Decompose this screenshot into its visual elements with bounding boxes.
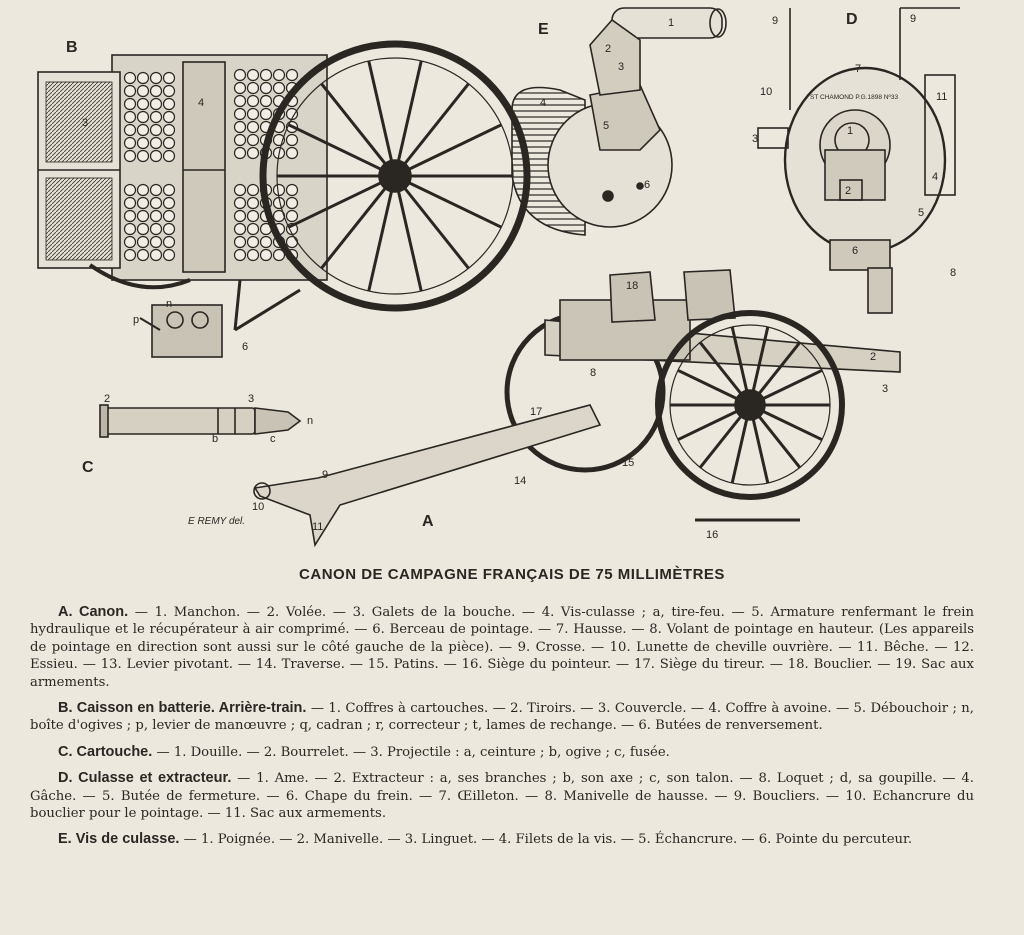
legend-head-d: D. Culasse et extracteur. [58, 770, 232, 787]
engraver-signature: E REMY del. [188, 516, 246, 527]
callout-d-6: 6 [852, 245, 859, 257]
callout-d-9b: 9 [910, 13, 917, 25]
callout-b-6: 6 [242, 341, 249, 353]
callout-a-18: 18 [626, 280, 639, 292]
callout-d-2: 2 [845, 185, 852, 197]
callout-a-14: 15 [622, 457, 635, 469]
callout-a-10: 10 [252, 501, 265, 513]
legend-body-d: — 1. Ame. — 2. Extracteur : a, ses branches ; b, son axe ; c, son talon. — 8. Loquet ; d, sa goupille. — 4. Gâche. — 5. Butée de fermeture. — 6. Chape du frein. — 7. Œilleton. — 8. Manivelle de hausse. — 9. Boucliers. — 10. Echancrure du bouclier pour le pointage. — 11. Sac aux armements. [30, 771, 974, 822]
callout-d-8: 8 [950, 267, 957, 279]
callout-e-6: 6 [644, 179, 651, 191]
legend-entry-a [30, 604, 974, 691]
callout-c-b: c [270, 433, 276, 445]
callout-c-a: b [212, 433, 219, 445]
callout-b-4: 4 [198, 97, 205, 109]
legend-body-c: — 1. Douille. — 2. Bourrelet. — 3. Projectile : a, ceinture ; b, ogive ; c, fusée. [152, 744, 670, 760]
callout-a-11: 11 [312, 521, 324, 533]
breech-plate-inscription: ST CHAMOND P.G.1898 Nº33 [810, 94, 899, 101]
callout-d-10: 10 [760, 86, 773, 98]
label-e: E [538, 21, 549, 38]
callout-c-c: n [307, 415, 314, 427]
callout-a-3: 3 [882, 383, 889, 395]
figure-e-breech-screw [512, 8, 726, 235]
legend-entry-e [30, 831, 974, 848]
callout-e-4: 4 [540, 97, 547, 109]
legend-body-e: — 1. Poignée. — 2. Manivelle. — 3. Linguet. — 4. Filets de la vis. — 5. Échancrure. — 6. Pointe du percuteur. [179, 832, 913, 848]
legend-entry-d [30, 770, 974, 822]
callout-e-3: 3 [618, 61, 625, 73]
legend-body-b: — 1. Coffres à cartouches. — 2. Tiroirs. — 3. Couvercle. — 4. Coffre à avoine. — 5. Débouchoir ; n, boîte d'ogives ; p, levier de manœuvre ; q, cadran ; r, correcteur ; t, lames de rechange. — 6. Butées de renversement. [30, 701, 974, 734]
callout-b-p: p [133, 314, 140, 326]
label-c: C [82, 459, 94, 476]
label-a: A [422, 513, 434, 530]
legend-body-a: — 1. Manchon. — 2. Volée. — 3. Galets de la bouche. — 4. Vis-culasse ; a, tire-feu. — 5. Armature renfermant le frein hydraulique et le récupérateur à air comprimé. — 6. Berceau de pointage. — 7. Hausse. — 8. Volant de pointage en hauteur. (Les appareils de pointage en direction sont aussi sur le côté gauche de la pièce). — 9. Crosse. — 10. Lunette de cheville ouvrière. — 11. Bêche. — 12. Essieu. — 13. Levier pivotant. — 14. Traverse. — 15. Patins. — 16. Siège du pointeur. — 17. Siège du tireur. — 18. Bouclier. — 19. Sac aux armements. [30, 605, 974, 690]
callout-d-1: 1 [847, 125, 854, 137]
callout-e-2: 2 [605, 43, 612, 55]
legend [30, 604, 974, 858]
label-d: D [846, 11, 858, 28]
legend-entry-c [30, 744, 974, 761]
callout-c-3: 3 [248, 393, 255, 405]
callout-a-13: 14 [514, 475, 527, 487]
callout-d-7: 7 [855, 63, 862, 75]
callout-d-11: 11 [936, 91, 948, 103]
callout-a-8: 8 [590, 367, 597, 379]
legend-head-a: A. Canon. [58, 604, 129, 620]
callout-e-1: 1 [668, 17, 675, 29]
callout-b-3: 3 [82, 117, 89, 129]
callout-a-2: 2 [870, 351, 877, 363]
figure-title: CANON DE CAMPAGNE FRANÇAIS DE 75 MILLIMÈTRES [299, 566, 725, 583]
legend-head-c: C. Cartouche. [58, 743, 153, 760]
legend-head-e: E. Vis de culasse. [58, 831, 180, 848]
figure-d-breech [758, 8, 960, 313]
label-b: B [66, 39, 78, 56]
callout-d-4: 4 [932, 171, 939, 183]
callout-c-2: 2 [104, 393, 111, 405]
figure-a-cannon [254, 270, 900, 545]
callout-e-5: 5 [603, 120, 610, 132]
callout-a-16: 17 [530, 406, 543, 418]
figure-b-caisson [38, 44, 527, 357]
legend-head-b: B. Caisson en batterie. Arrière-train. [58, 700, 307, 717]
callout-d-9: 9 [772, 15, 779, 27]
callout-a-9: 9 [322, 469, 329, 481]
callout-b-n: n [166, 298, 173, 310]
callout-a-15: 16 [706, 529, 719, 541]
callout-d-5: 5 [918, 207, 925, 219]
legend-entry-b [30, 700, 974, 735]
callout-d-3: 3 [752, 133, 759, 145]
